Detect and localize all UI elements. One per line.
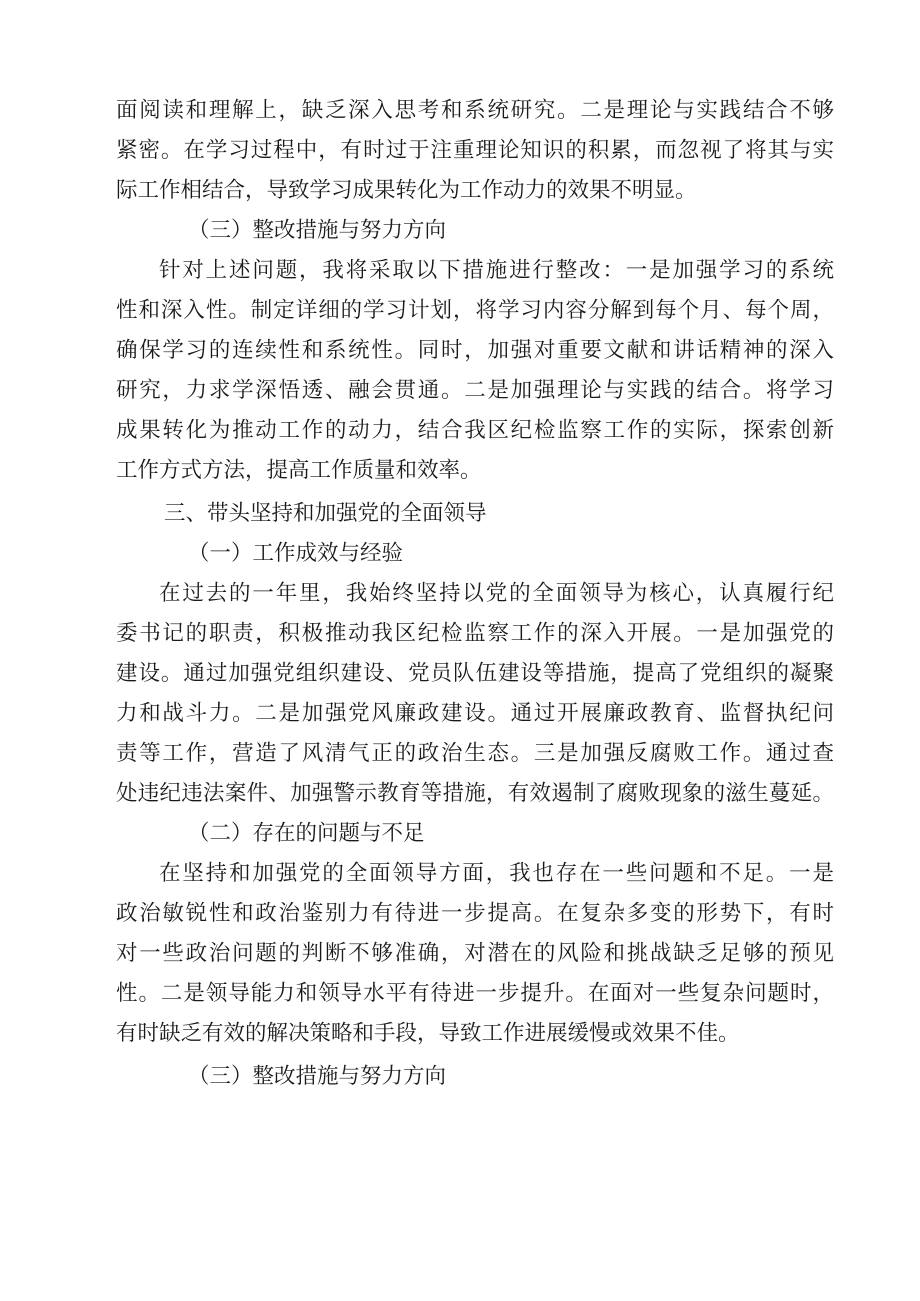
paragraph-line: 面阅读和理解上，缺乏深入思考和系统研究。二是理论与实践结合不够 [116, 98, 834, 123]
subsection-heading-rectification-2: （三）整改措施与努力方向 [188, 1064, 447, 1089]
paragraph-line: 责等工作，营造了风清气正的政治生态。三是加强反腐败工作。通过查 [116, 741, 834, 766]
paragraph-line: 在过去的一年里，我始终坚持以党的全面领导为核心，认真履行纪 [159, 581, 834, 606]
subsection-heading-achievements: （一）工作成效与经验 [188, 541, 404, 566]
paragraph-line: 紧密。在学习过程中，有时过于注重理论知识的积累，而忽视了将其与实 [116, 138, 834, 163]
subsection-heading-rectification: （三）整改措施与努力方向 [188, 218, 447, 243]
paragraph-line: 研究，力求学深悟透、融会贯通。二是加强理论与实践的结合。将学习 [116, 378, 834, 403]
paragraph-line: 在坚持和加强党的全面领导方面，我也存在一些问题和不足。一是 [159, 861, 834, 886]
paragraph-line: 对一些政治问题的判断不够准确，对潜在的风险和挑战缺乏足够的预见 [116, 941, 834, 966]
continuation-paragraph [116, 91, 834, 211]
paragraph-line: 委书记的职责，积极推动我区纪检监察工作的深入开展。一是加强党的 [116, 621, 834, 646]
document-page [116, 91, 834, 1097]
paragraph-line: 性。二是领导能力和领导水平有待进一步提升。在面对一些复杂问题时， [116, 981, 834, 1006]
paragraph-line: 性和深入性。制定详细的学习计划，将学习内容分解到每个月、每个周， [116, 298, 834, 323]
problems-paragraph [116, 854, 834, 1054]
paragraph-line: 确保学习的连续性和系统性。同时，加强对重要文献和讲话精神的深入 [116, 338, 834, 363]
paragraph-line: 有时缺乏有效的解决策略和手段，导致工作进展缓慢或效果不佳。 [116, 1021, 740, 1046]
paragraph-line: 处违纪违法案件、加强警示教育等措施，有效遏制了腐败现象的滋生蔓延。 [116, 781, 834, 806]
subsection-heading-problems: （二）存在的问题与不足 [188, 821, 425, 846]
paragraph-line: 建设。通过加强党组织建设、党员队伍建设等措施，提高了党组织的凝聚 [116, 661, 834, 686]
paragraph-line: 力和战斗力。二是加强党风廉政建设。通过开展廉政教育、监督执纪问 [116, 701, 834, 726]
section-heading-party-leadership: 三、带头坚持和加强党的全面领导 [164, 501, 487, 526]
paragraph-line: 政治敏锐性和政治鉴别力有待进一步提高。在复杂多变的形势下，有时 [116, 901, 834, 926]
paragraph-line: 针对上述问题，我将采取以下措施进行整改：一是加强学习的系统 [159, 258, 834, 283]
paragraph-line: 工作方式方法，提高工作质量和效率。 [116, 458, 482, 483]
paragraph-line: 际工作相结合，导致学习成果转化为工作动力的效果不明显。 [116, 178, 697, 203]
paragraph-line: 成果转化为推动工作的动力，结合我区纪检监察工作的实际，探索创新 [116, 418, 834, 443]
achievements-paragraph [116, 574, 834, 814]
rectification-paragraph [116, 251, 834, 491]
